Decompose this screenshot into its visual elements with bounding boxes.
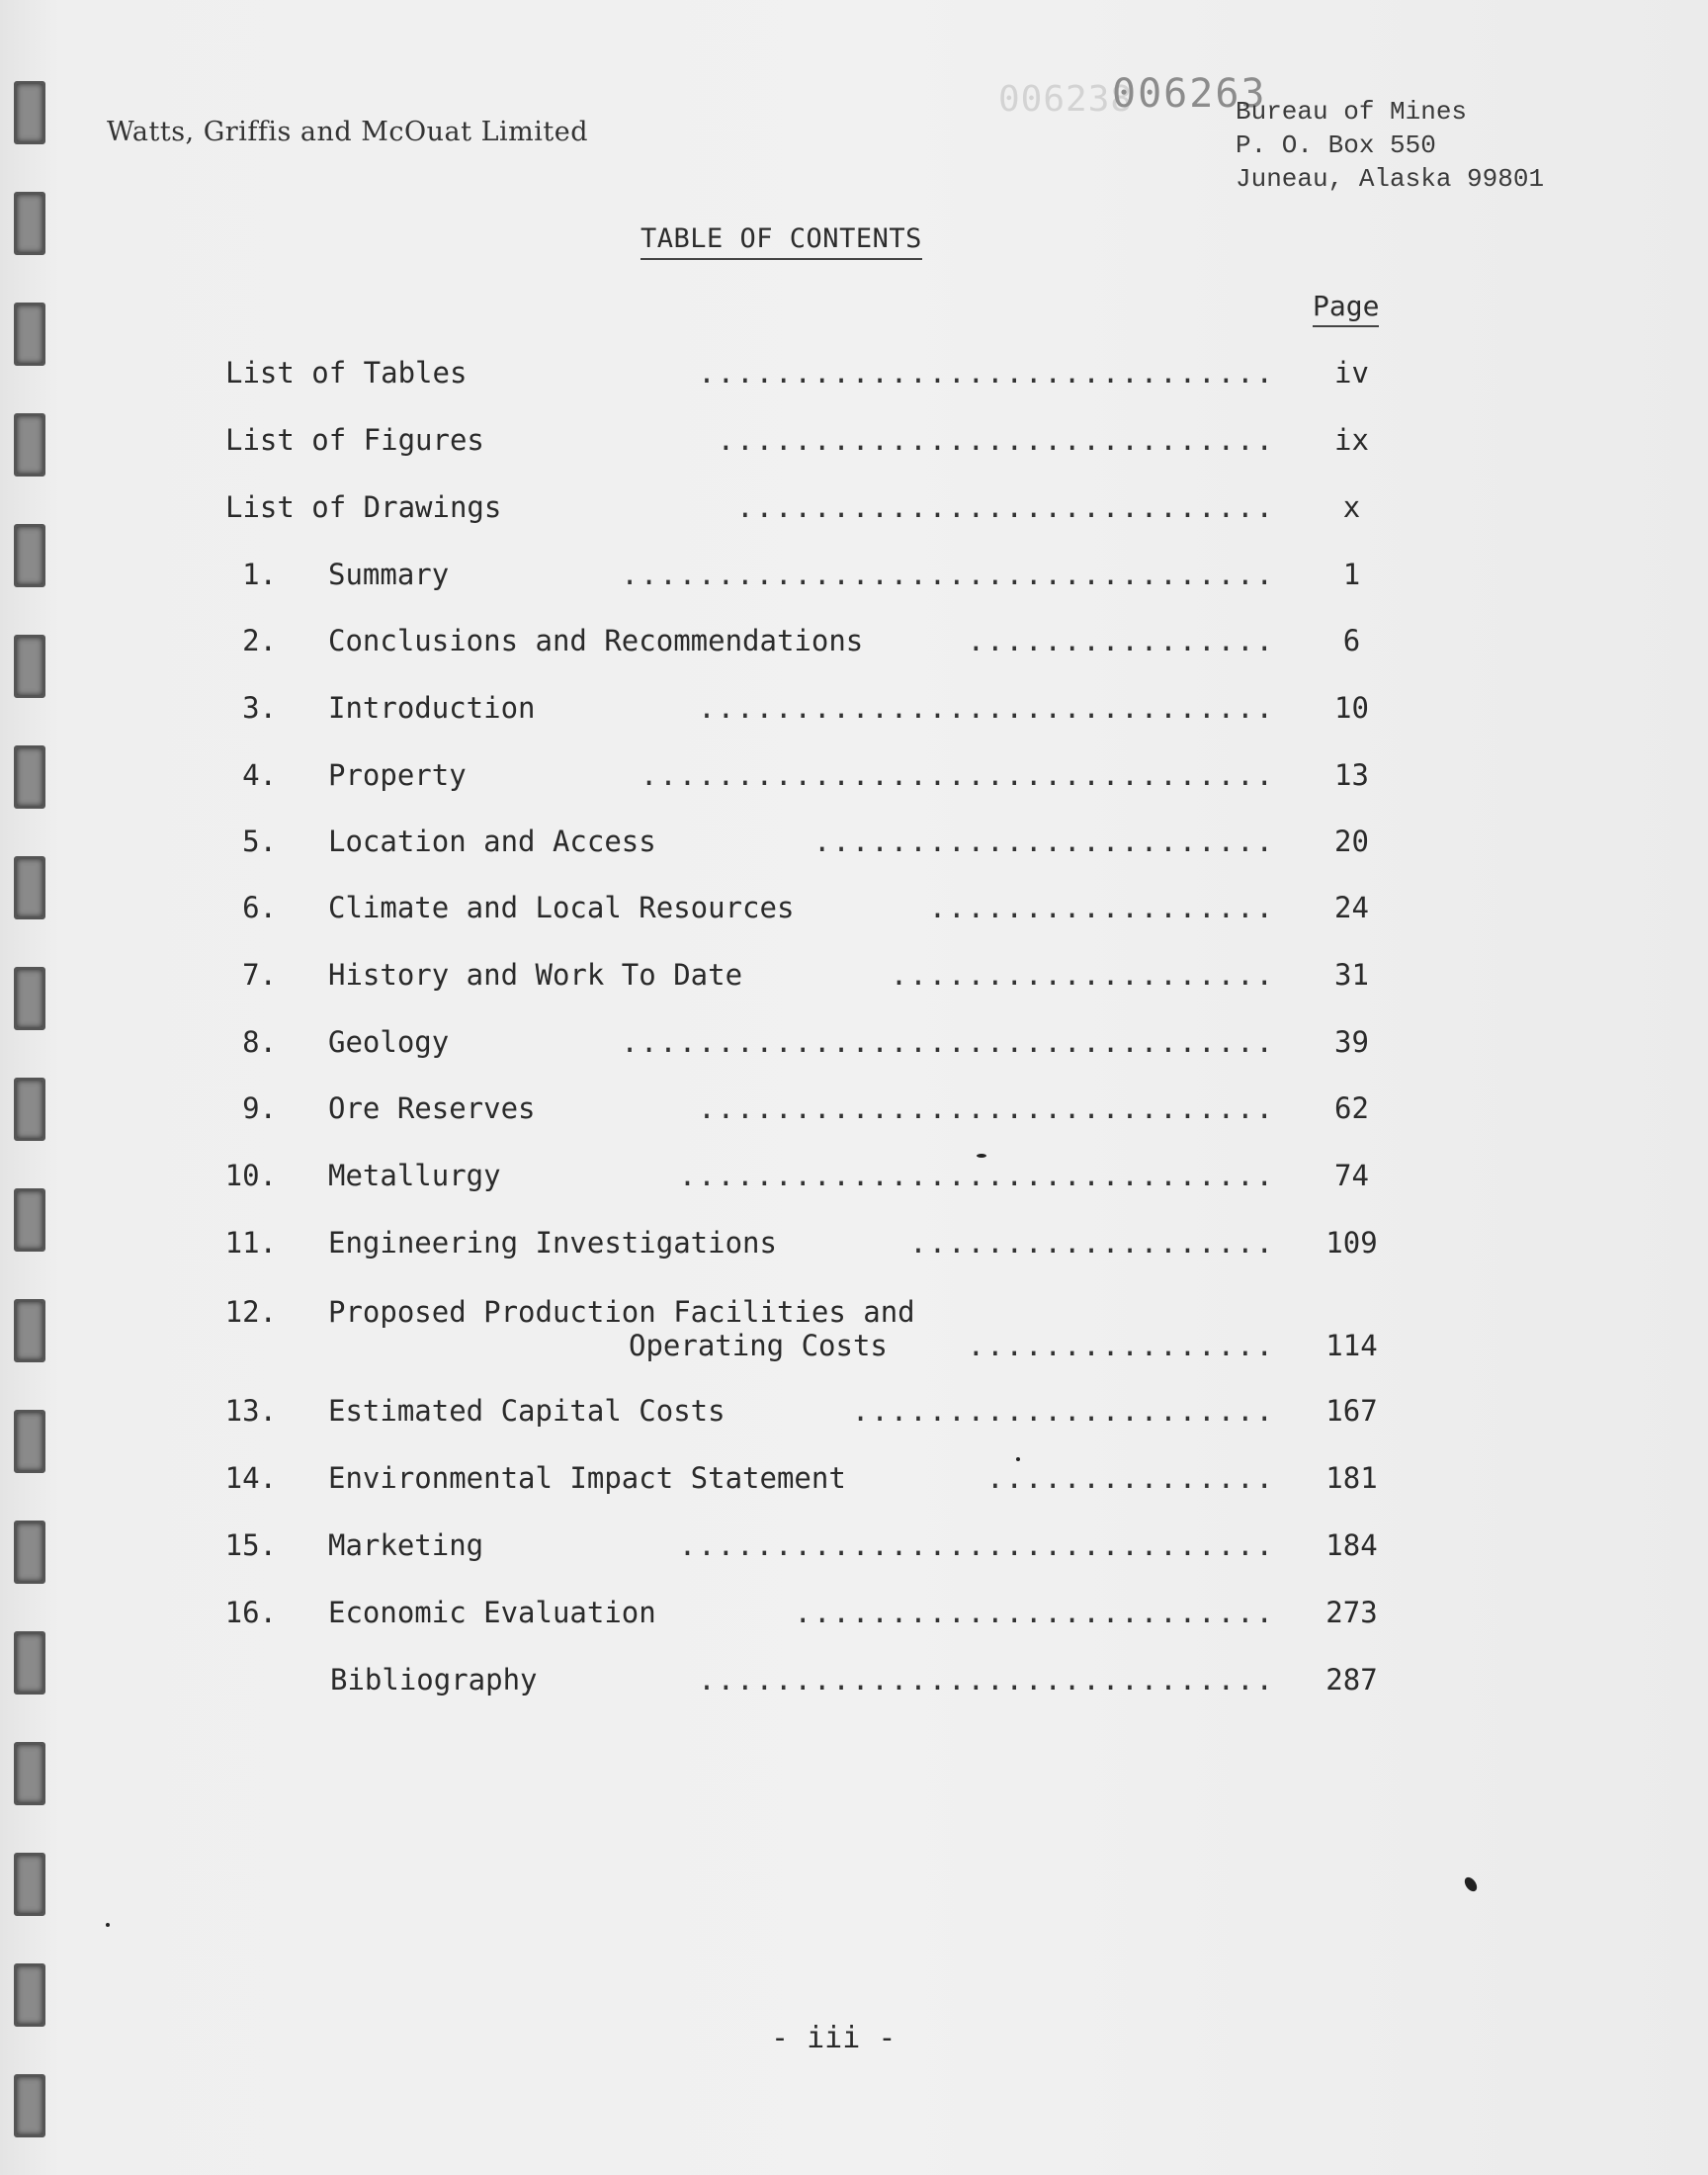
toc-title: TABLE OF CONTENTS <box>640 223 922 260</box>
toc-entry <box>0 1295 1708 1362</box>
toc-entry <box>0 758 1708 798</box>
toc-entry <box>0 558 1708 597</box>
stamp-number: 006263 <box>1112 71 1267 117</box>
toc-entry-title: Introduction <box>328 691 536 725</box>
toc-entry-title: Engineering Investigations <box>328 1226 777 1260</box>
toc-entry-number: 3. <box>242 691 277 725</box>
toc-entry-title: List of Figures <box>225 423 484 457</box>
binding-hole <box>14 1853 45 1916</box>
toc-entry-page: 114 <box>1325 1329 1378 1362</box>
toc-entry-page: x <box>1342 490 1361 524</box>
toc-entry-title: Metallurgy <box>328 1159 501 1192</box>
toc-entry-page: iv <box>1334 356 1369 390</box>
toc-entry-title: Estimated Capital Costs <box>328 1394 726 1428</box>
toc-entry-number: 6. <box>242 891 277 924</box>
toc-entry <box>0 1226 1708 1265</box>
toc-leader-dots: ................................. <box>640 758 1275 792</box>
scan-speck <box>106 1923 110 1927</box>
toc-entry-number: 4. <box>242 758 277 792</box>
toc-leader-dots: ............................ <box>736 490 1275 524</box>
address-line: Juneau, Alaska 99801 <box>1236 164 1545 194</box>
toc-leader-dots: ................ <box>967 1329 1275 1362</box>
toc-entry-title: Location and Access <box>328 825 656 858</box>
toc-entry-page: 273 <box>1325 1596 1378 1629</box>
toc-entry <box>0 490 1708 530</box>
toc-leader-dots: .................. <box>928 891 1275 924</box>
toc-entry-number: 8. <box>242 1025 277 1059</box>
toc-entry-title: Environmental Impact Statement <box>328 1461 846 1495</box>
toc-entry-title: Geology <box>328 1025 450 1059</box>
scan-speck <box>1016 1457 1020 1461</box>
toc-entry-title: Marketing <box>328 1528 484 1562</box>
scan-speck <box>1462 1875 1479 1894</box>
company-name: Watts, Griffis and McOuat Limited <box>107 117 588 147</box>
toc-entry-title: Conclusions and Recommendations <box>328 624 864 657</box>
toc-entry-number: 14. <box>224 1461 277 1495</box>
binding-hole <box>14 192 45 255</box>
toc-leader-dots: .............................. <box>698 691 1275 725</box>
toc-entry <box>0 1159 1708 1198</box>
toc-leader-dots: ........................ <box>812 825 1275 858</box>
toc-entry-page: 184 <box>1325 1528 1378 1562</box>
toc-entry-number: 1. <box>242 558 277 591</box>
toc-entry-title: List of Drawings <box>225 490 502 524</box>
toc-entry <box>0 1461 1708 1501</box>
toc-leader-dots: .................... <box>890 958 1275 992</box>
page-number: - iii - <box>771 2021 897 2055</box>
toc-entry <box>0 1091 1708 1131</box>
binding-hole <box>14 1963 45 2027</box>
toc-entry <box>0 1394 1708 1434</box>
toc-entry-title: List of Tables <box>225 356 468 390</box>
toc-entry-page: 287 <box>1325 1663 1378 1696</box>
toc-entry-title: Property <box>328 758 467 792</box>
binding-hole <box>14 1742 45 1805</box>
toc-entry <box>0 624 1708 663</box>
address-block <box>1236 95 1544 196</box>
toc-entry-title: Bibliography <box>330 1663 538 1696</box>
toc-entry <box>0 958 1708 998</box>
binding-hole <box>14 81 45 144</box>
toc-leader-dots: .............................. <box>698 1091 1275 1125</box>
toc-entry-page: 181 <box>1325 1461 1378 1495</box>
toc-entry-page: 62 <box>1334 1091 1369 1125</box>
toc-entry <box>0 1663 1708 1702</box>
toc-entry-number: 5. <box>242 825 277 858</box>
toc-entry-title: Economic Evaluation <box>328 1596 656 1629</box>
toc-entry-page: 20 <box>1334 825 1369 858</box>
toc-entry-page: 109 <box>1325 1226 1378 1260</box>
toc-entry-number: 11. <box>224 1226 277 1260</box>
toc-entry-number: 7. <box>242 958 277 992</box>
toc-leader-dots: ............................. <box>717 423 1275 457</box>
toc-entry-page: 167 <box>1325 1394 1378 1428</box>
toc-entry-title: Summary <box>328 558 450 591</box>
toc-entry-number: 13. <box>224 1394 277 1428</box>
toc-leader-dots: ......................... <box>794 1596 1275 1629</box>
toc-entry-page: 6 <box>1342 624 1361 657</box>
toc-entry-number: 16. <box>224 1596 277 1629</box>
toc-entry <box>0 1596 1708 1635</box>
address-line: Bureau of Mines <box>1236 97 1468 127</box>
toc-entry-number: 9. <box>242 1091 277 1125</box>
binding-hole <box>14 2074 45 2137</box>
toc-entry-page: 74 <box>1334 1159 1369 1192</box>
toc-entry-page: 1 <box>1342 558 1361 591</box>
address-line: P. O. Box 550 <box>1236 130 1436 160</box>
toc-entry-title: History and Work To Date <box>328 958 743 992</box>
toc-leader-dots: .............................. <box>698 356 1275 390</box>
toc-entry-page: 39 <box>1334 1025 1369 1059</box>
toc-leader-dots: .................................. <box>621 558 1275 591</box>
toc-leader-dots: ................ <box>967 624 1275 657</box>
toc-leader-dots: ................... <box>909 1226 1275 1260</box>
toc-entry <box>0 825 1708 864</box>
toc-entry <box>0 891 1708 930</box>
toc-entry <box>0 356 1708 395</box>
toc-leader-dots: ............................... <box>678 1528 1275 1562</box>
toc-entry-number: 10. <box>224 1159 277 1192</box>
toc-entry-title-continued: Operating Costs <box>629 1329 888 1362</box>
toc-entry <box>0 1025 1708 1065</box>
toc-entry <box>0 423 1708 463</box>
toc-entry-title: Climate and Local Resources <box>328 891 795 924</box>
toc-entry-page: 31 <box>1334 958 1369 992</box>
toc-entry-number: 12. <box>224 1295 277 1329</box>
toc-entry-number: 2. <box>242 624 277 657</box>
toc-leader-dots: ............... <box>986 1461 1275 1495</box>
toc-leader-dots: .................................. <box>621 1025 1275 1059</box>
toc-leader-dots: .............................. <box>698 1663 1275 1696</box>
toc-entry-page: 13 <box>1334 758 1369 792</box>
toc-entry <box>0 1528 1708 1568</box>
toc-entry-page: 10 <box>1334 691 1369 725</box>
toc-leader-dots: ...................... <box>851 1394 1275 1428</box>
scan-speck <box>977 1154 986 1158</box>
toc-entry-title: Ore Reserves <box>328 1091 536 1125</box>
toc-entry-number: 15. <box>224 1528 277 1562</box>
page-column-header: Page <box>1313 290 1379 327</box>
toc-entry <box>0 691 1708 731</box>
toc-entry-page: ix <box>1334 423 1369 457</box>
toc-leader-dots: ............................... <box>678 1159 1275 1192</box>
toc-entry-page: 24 <box>1334 891 1369 924</box>
toc-entry-title: Proposed Production Facilities and <box>328 1295 915 1329</box>
faded-stamp-number: 006238 <box>998 79 1134 120</box>
